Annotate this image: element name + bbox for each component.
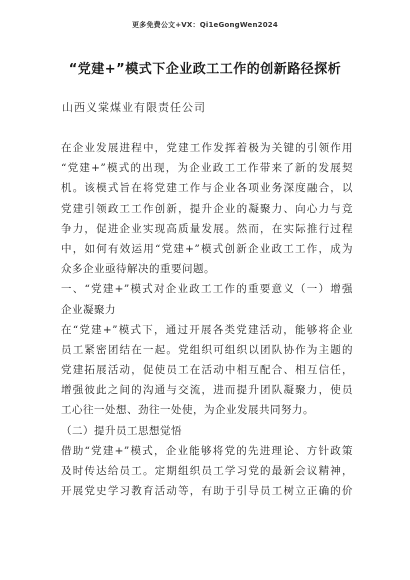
header-note: 更多免费公文+VX：Qi1eGongWen2024 bbox=[132, 21, 278, 29]
subsection-heading-line: （二）提升员工思想觉悟 bbox=[61, 424, 182, 437]
body-line: 借助“党建+”模式，企业能够将党的先进理论、方针政策 bbox=[61, 444, 353, 457]
body-line: 中，如何有效运用“党建+”模式创新企业政工工作，成为 bbox=[61, 242, 353, 255]
document-title: “党建+”模式下企业政工工作的创新路径探析 bbox=[68, 62, 342, 77]
organization-name: 山西义棠煤业有限责任公司 bbox=[62, 101, 206, 114]
section-heading-line: 一、“党建+”模式对企业政工工作的重要意义（一）增强 bbox=[61, 283, 353, 296]
body-line: 机。该模式旨在将党建工作与企业各项业务深度融合，以 bbox=[61, 182, 353, 195]
body-line: “党建+”模式的出现，为企业政工工作带来了新的发展契 bbox=[61, 162, 353, 175]
body-line: 员工紧密团结在一起。党组织可组织以团队协作为主题的 bbox=[61, 343, 353, 356]
body-line: 党建拓展活动，促使员工在活动中相互配合、相互信任， bbox=[61, 364, 353, 377]
body-line: 及时传达给员工。定期组织员工学习党的最新会议精神， bbox=[61, 465, 353, 477]
body-line: 在企业发展进程中，党建工作发挥着极为关键的引领作用 bbox=[61, 142, 353, 154]
body-line: 争力，促进企业实现高质量发展。然而，在实际推行过程 bbox=[61, 222, 353, 235]
body-line: 开展党史学习教育活动等，有助于引导员工树立正确的价 bbox=[61, 485, 353, 498]
body-line: 工心往一处想、劲往一处使，为企业发展共同努力。 bbox=[61, 404, 314, 417]
body-line: 众多企业亟待解决的重要问题。 bbox=[61, 263, 215, 276]
body-line: 增强彼此之间的沟通与交流，进而提升团队凝聚力，使员 bbox=[61, 384, 353, 397]
body-line: 党建引领政工工作创新，提升企业的凝聚力、向心力与竞 bbox=[61, 202, 353, 215]
body-line: 在“党建+”模式下，通过开展各类党建活动，能够将企业 bbox=[61, 323, 353, 336]
body-text bbox=[61, 138, 353, 501]
section-heading-line: 企业凝聚力 bbox=[61, 303, 116, 316]
